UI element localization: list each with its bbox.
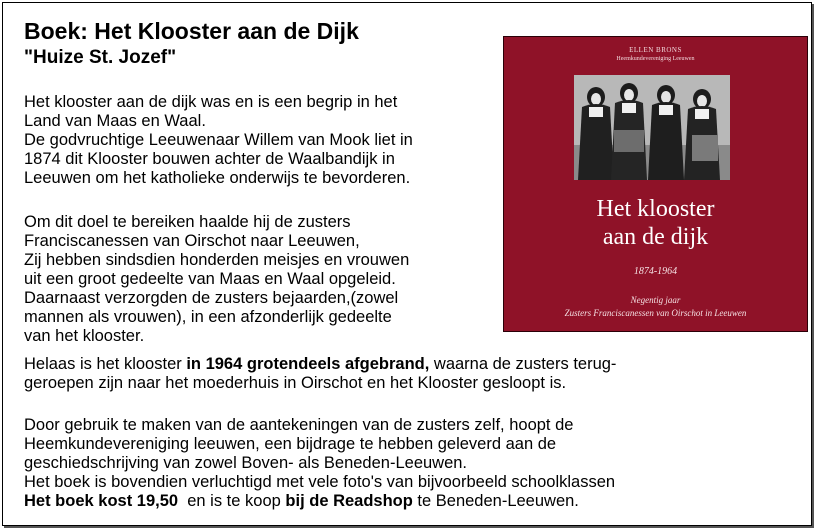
cover-publisher: Heemkundevereniging Leeuwen <box>616 56 695 62</box>
cover-subtitle: Zusters Franciscanessen van Oirschot in Leeuwen <box>564 308 747 318</box>
paragraph-intro <box>24 93 413 188</box>
text-line: Daarnaast verzorgden de zusters bejaarden,(zowel <box>24 289 399 307</box>
text-line <box>24 355 616 374</box>
shop-text: bij de Readshop <box>285 492 413 510</box>
cover-title-line: aan de dijk <box>602 224 709 250</box>
text-line: De godvruchtige Leeuwenaar Willem van Mook liet in <box>24 131 413 149</box>
text-line: Zij hebben sindsdien honderden meisjes en vrouwen <box>24 251 410 269</box>
cover-author: ELLEN BRONS <box>629 46 682 54</box>
nuns-photo-illustration <box>574 75 730 180</box>
text-line: mannen als vrouwen), in een afzonderlijk gedeelte <box>24 308 392 326</box>
cover-subtitle: Negentig jaar <box>630 295 681 305</box>
paragraph-history <box>24 213 409 346</box>
cover-title <box>504 195 807 251</box>
price-text: Het boek kost 19,50 <box>24 492 179 510</box>
cover-photo <box>574 75 730 180</box>
text-line: van het klooster. <box>24 327 145 345</box>
price-line <box>24 492 615 511</box>
text-line: 1874 dit Klooster bouwen achter de Waalbandijk in <box>24 150 395 168</box>
text-line: Het klooster aan de dijk was en is een begrip in het <box>24 93 398 111</box>
text-span: Helaas is het klooster <box>24 355 187 373</box>
text-line: Leeuwen om het katholieke onderwijs te bevorderen. <box>24 169 411 187</box>
cover-years: 1874-1964 <box>633 266 678 277</box>
page-subtitle: "Huize St. Jozef" <box>24 47 177 68</box>
bold-text-fire: in 1964 grotendeels afgebrand, <box>186 355 430 373</box>
text-line: uit een groot gedeelte van Maas en Waal opgeleid. <box>24 270 396 288</box>
text-line: Heemkundevereniging leeuwen, een bijdrage te hebben geleverd aan de <box>24 435 557 453</box>
page-title: Boek: Het Klooster aan de Dijk <box>24 18 359 44</box>
text-span: waarna de zusters terug- <box>429 355 617 373</box>
text-span: te Beneden-Leeuwen. <box>412 492 579 510</box>
text-line: Land van Maas en Waal. <box>24 112 206 130</box>
text-span: en is te koop <box>178 492 286 510</box>
text-line: geschiedschrijving van zowel Boven- als Beneden-Leeuwen. <box>24 454 468 472</box>
cover-title-line: Het klooster <box>596 196 715 222</box>
text-line: Franciscanessen van Oirschot naar Leeuwen, <box>24 232 360 250</box>
text-line: geroepen zijn naar het moederhuis in Oirschot en het Klooster gesloopt is. <box>24 374 567 392</box>
paragraph-book <box>24 416 615 511</box>
text-line: Het boek is bovendien verluchtigd met vele foto's van bijvoorbeeld schoolklassen <box>24 473 616 491</box>
text-line: Om dit doel te bereiken haalde hij de zusters <box>24 213 351 231</box>
book-cover-image <box>503 36 808 332</box>
text-line: Door gebruik te maken van de aantekeningen van de zusters zelf, hoopt de <box>24 416 574 434</box>
paragraph-fire <box>24 355 616 393</box>
